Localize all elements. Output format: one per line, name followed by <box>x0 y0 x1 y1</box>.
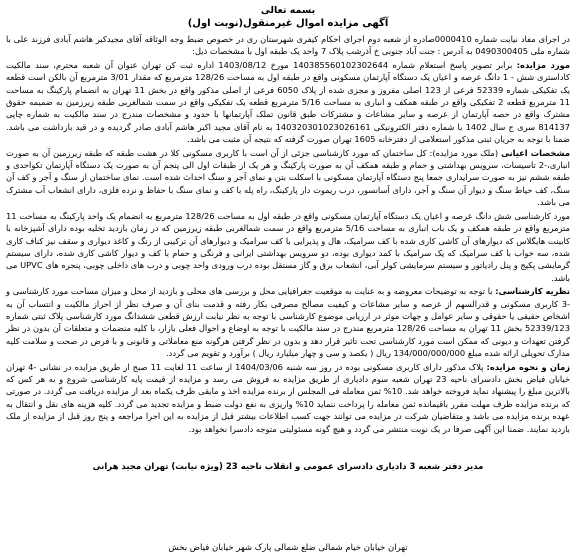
intro-paragraph: در اجرای مفاد نیابت شماره 0000410صادره از شعبه دوم اجرای احکام کیفری شهرستان ری در خصوص ضبط وجه الوثاقه آقای مجیدکبر هاشم آبادی فرزند علی با شماره ملی 0490300405 به آدرس : جنت آباد جنوبی خ آذرشب پلاک 7 واحد یک طبقه اول با مشخصات ذیل: <box>6 34 570 57</box>
section-label: نظریه کارشناسی: <box>495 286 570 297</box>
section-building-specs <box>6 147 570 209</box>
section-auction-time <box>6 361 570 435</box>
section-label: مشخصات اعیانی <box>501 147 570 158</box>
section-label: زمان و نحوه مزایده: <box>486 361 570 372</box>
notice-title: آگهی مزایده اموال غیرمنقول(نوبت اول) <box>187 18 389 29</box>
signature-line: مدیر دفتر شعبه 3 دادیاری دادسرای عمومی و انقلاب ناحیه 23 (ویژه نیابت) تهران مجید هرانی <box>92 462 484 472</box>
section-label: مورد مزایده: <box>516 59 570 70</box>
section-text: پلاک مذکور دارای کاربری مسکونی بوده در روز سه شنبه 1404/03/06 از ساعت 11 لغایت 11 صبح از طریق مزایده در نشانی -4 تهران خیابان فیاض بخش دادسرای ناحیه 23 تهران شعبه سوم دادیاری از طریق مزایده به فروش می رسد و مزایده از قیمت پایه کارشناسی شروع و به هر کس که بالاترین مبلغ را پیشنهاد نماید فروخته خواهد شد. 10% ثمن معامله فی المجلس از برنده مزایده اخذ و مابقی ظرف یکماه بعد از مزایده دریافت می گردد. در صورتی که برنده مزایده ظرف مهلت مقرر باقیمانده ثمن معامله را پرداخت ننماید 10% واریزی به نفع دولت ضبط و مزایده تجدید می گردد. کلیه هزینه های نقل و انتقال به عهده برنده مزایده می باشد و متقاضیان شرکت در مزایده می توانند جهت کسب اطلاعات بیشتر قبل از مزایده به این اجرا مراجعه و پنج روز قبل از مزایده از ملک بازدید نمایند. ضمنا این آگهی صرفا در یک نوبت منتشر می گردد و هیچ گونه مسئولیتی متوجه دادسرا نخواهد بود. <box>6 361 570 434</box>
section-unit-description <box>6 210 570 284</box>
section-expert-opinion <box>6 285 570 359</box>
section-text: برابر تصویر پاسخ استعلام شماره 140385560102302644 مورخ 1403/08/12 اداره ثبت کن تهران عنوان آن شعبه محترم، سند مالکیت کاداستری شش - 1 دانگ عرصه و اعیان یک دستگاه آپارتمان مسکونی واقع در طبقه اول به مساحت 128/26 مترمربع که مقدار 3/01 مترمربع آن بالکن است قطعه یک تفکیکی شماره 52339 فرعی از 123 اصلی مفروز و مجزی شده از پلاک 6050 فرعی از اصلی مذکور واقع در بخش 11 تهران به انضمام پارکینگ به مساحت 11 مترمربع قطعه 2 تفکیکی واقع در طبقه همکف و انباری به مساحت 5/16 مترمربع قطعه یک تفکیکی واقع در سمت شمالغربی طبقه زیرزمین به ضمیمه حقوق مشترک واقع در حصه آپارتمان از عرصه و سایر مشاعات و مشترکات طبق قانون تملک آپارتمانها با حدود و مشخصات مندرج در سند مالکیت به شماره چاپی 814137 سری ج سال 1402 با شماره دفتر الکترونیکی 140320301023026161 به نام آقای مجید اکبر هاشم آبادی صادر گردیده و در قید بازداشت می باشد. ضمنا با توجه به جریان ثبتی مذکور استعلامی از دفترخانه 1605 تهران صورت گرفته که نتیجه آن مثبت می باشد. <box>6 59 571 145</box>
bismillah-heading: بسمه تعالی <box>260 5 316 16</box>
section-auction-item <box>6 59 570 146</box>
section-text: (ملک مورد مزایده): کل ساختمان که مورد کارشناسی جزئی از آن است با کاربری مسکونی کلا در هشت طبقه که طبقه زیرزمین آن به صورت انباری،-2 تاسیسات، سرویس بهداشتی و حمام و طبقه همکف آن به صورت پارکینگ و هر یک از طبقات اول الی پنجم آن به صورت یک دستگاه آپارتمان تکواحدی و طبقه ششم نیز به صورت سرایداری جمعا پنج دستگاه آپارتمان مسکونی با اسکلت بتن و نمای آجر و سنگ احداث شده است. نمای ساختمان از سنگ و آجر و کف آن سنگ، کف حیاط سنگ و دیوار آن سنگ و آجر، دارای آسانسور، درب ریموت دار پارکینگ، راه پله با کف و نمای سنگ با حفاظ و نرده فلزی، دارای انشعاب آب مشترک می باشد. <box>6 147 570 208</box>
address-line: تهران خیابان خیام شمالی ضلع شمالی پارک شهر خیابان فیاض بخش <box>168 542 408 553</box>
section-text: مورد کارشناسی شش دانگ عرصه و اعیان یک دستگاه آپارتمان مسکونی واقع در طبقه اول به مساحت 128/26 مترمربع به انضمام یک واحد پارکینگ به مساحت 11 مترمربع واقع در طبقه همکف و یک باب انباری به مساحت 5/16 مترمربع واقع در سمت شمالغربی طبقه زیرزمین که در زمان بازدید تخلیه بوده دارای آشپزخانه با کابینت هایگلاس که دیوارهای آن کاشی کاری شده با کف سرامیک، هال و پذیرایی با کف سرامیک و دیوارهای آن ترکیبی از رنگ و کاغذ دیواری و سقف نیز کناف کاری شده، سه خواب با کف سرامیک که یک سرامیک با کمد دیواری بوده، دو سرویس بهداشتی ایرانی و فرنگی و حمام با کف و دیوار کاشی کاری شده، دارای سیستم گرمایشی پکیج و پنل رادیاتور و سیستم سرمایشی کولر آبی، انشعاب برق و گاز مستقل بوده درب ورودی واحد چوبی و درب های داخلی چوبی، پنجره های UPVC می باشد. <box>6 210 571 283</box>
section-text: با توجه به توضیحات معروضه و به عنایت به موقعیت جغرافیایی محل و بررسی های محلی و بازدید از محل و میزان مساحت مورد کارشناسی و -3 کاربری مسکونی و قدرالسهم از عرصه و سایر مشاعات و کیفیت مصالح مصرفی بکار رفته و قدمت بنای آن و صرف نظر از احراز مالکیت و انتساب آن به اشخاص حقیقی یا حقوقی و سایر عوامل و جهات موثر در ارزیابی موضوع کارشناسی با توجه به نظر نیابت ارزش قطعی ششدانگ مورد کارشناسی پلاک ثبتی شماره 52339/123 بخش 11 تهران به مساحت 128/26 مترمربع مندرج در سند مالکیت با توجه به اوضاع و احوال فعلی بازار، با کلیه منضمات و متعلقات آن بدون در نظر گرفتن تعهدات و دیونی که ممکن است مورد کارشناسی تحت تاثیر قرار دهد و بدون در نظر گرفتن هرگونه منع معاملاتی و قانونی و با فرض در صحت و سلامت کلیه مدارک تحویلی ارائه شده مبلغ 134/000/000/000 ریال ( یکصد و سی و چهار میلیارد ریال ) برآورد و تقویم می گردد. <box>6 286 570 359</box>
